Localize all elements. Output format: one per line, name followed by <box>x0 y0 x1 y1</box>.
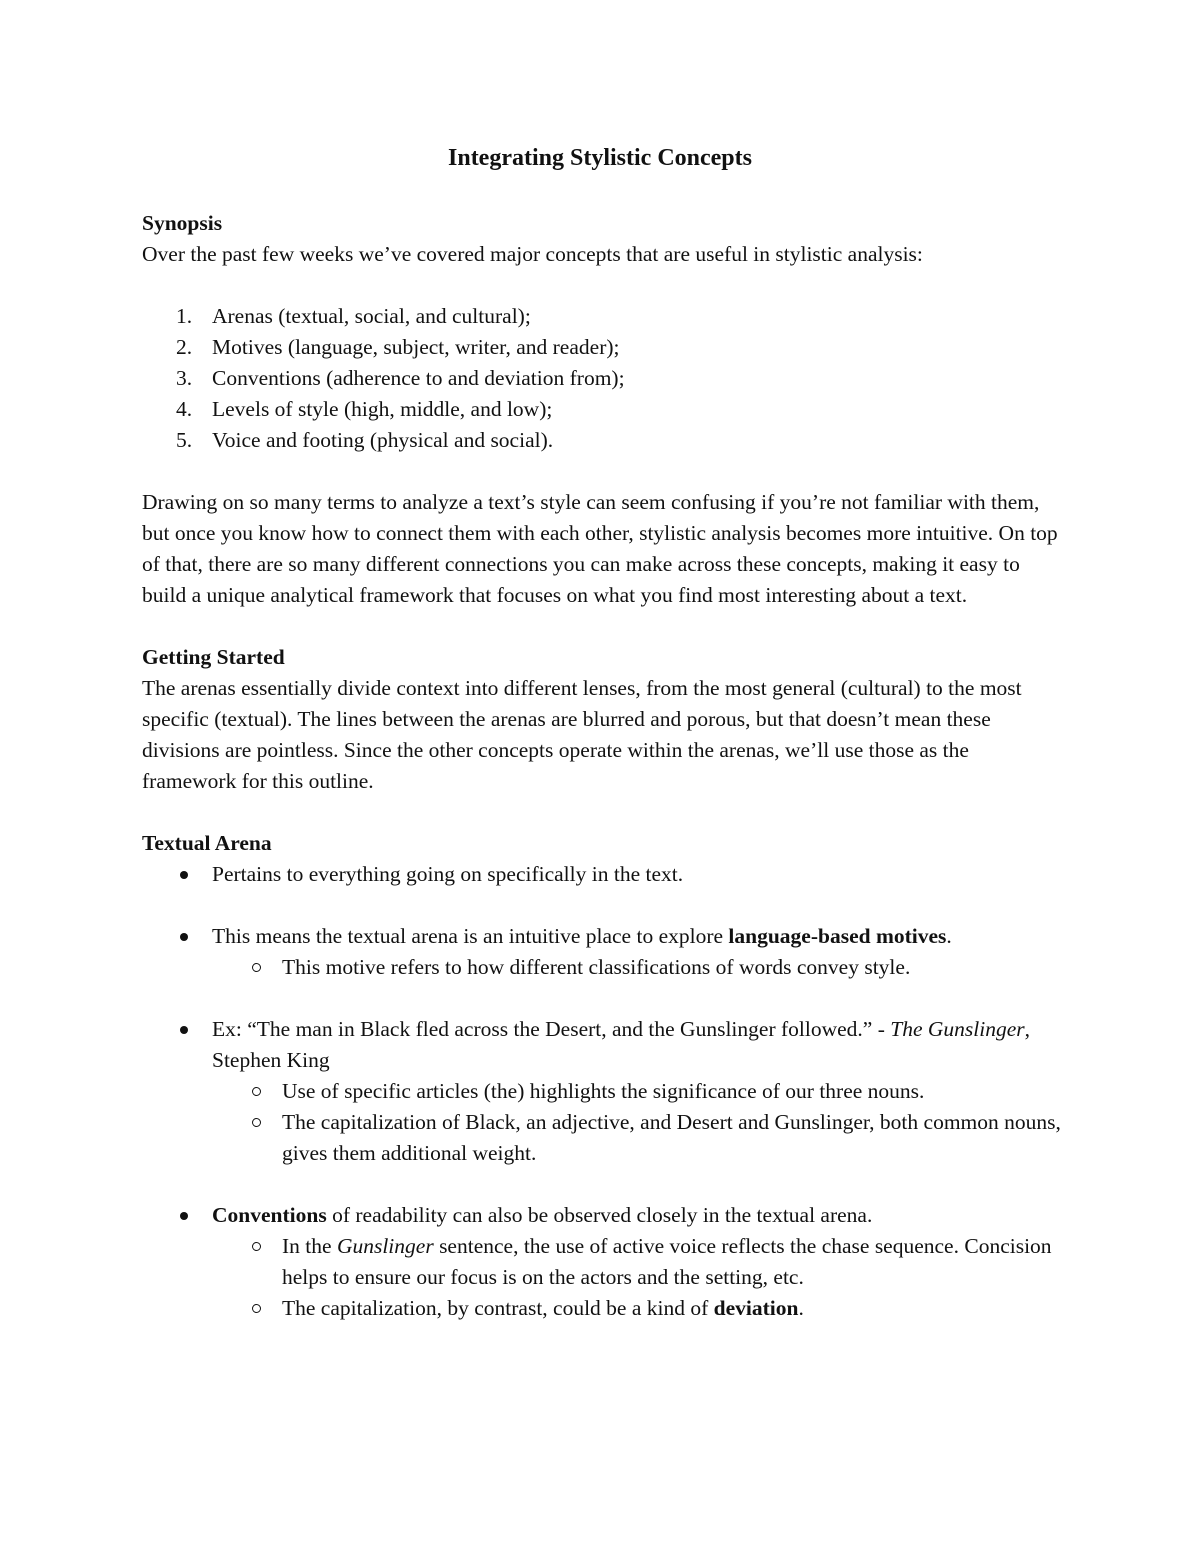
sub-bullet-item: This motive refers to how different classifications of words convey style. <box>142 952 1062 983</box>
hollow-bullet-icon <box>252 963 261 972</box>
list-item: 5. Voice and footing (physical and social). <box>176 428 554 452</box>
synopsis-intro: Over the past few weeks we’ve covered major concepts that are useful in stylistic analysis: <box>142 242 923 266</box>
sub-bullet-item: The capitalization, by contrast, could be a kind of deviation. <box>142 1293 1062 1324</box>
page-title: Integrating Stylistic Concepts <box>448 145 752 171</box>
textual-arena-list <box>142 859 1062 890</box>
list-item: 4. Levels of style (high, middle, and low); <box>176 397 553 421</box>
sub-list <box>142 1076 1062 1169</box>
textual-arena-heading: Textual Arena <box>142 831 272 855</box>
synopsis-paragraph: Drawing on so many terms to analyze a text’s style can seem confusing if you’re not familiar with them, but once you know how to connect them with each other, stylistic analysis becomes more intuitive. On top of that, there are so many different connections you can make across these concepts, making it easy to build a unique analytical framework that focuses on what you find most interesting about a text. <box>142 490 1058 607</box>
textual-arena-list-3 <box>142 1014 1062 1076</box>
sub-bullet-item: Use of specific articles (the) highlights the significance of our three nouns. <box>142 1076 1062 1107</box>
sub-bullet-item: In the Gunslinger sentence, the use of active voice reflects the chase sequence. Concision helps to ensure our focus is on the actors and the setting, etc. <box>142 1231 1062 1293</box>
bullet-icon <box>180 1026 188 1034</box>
bullet-item: Conventions of readability can also be observed closely in the textual arena. <box>142 1200 1062 1231</box>
bullet-item: This means the textual arena is an intuitive place to explore language-based motives. <box>142 921 1062 952</box>
bullet-icon <box>180 933 188 941</box>
synopsis-heading: Synopsis <box>142 211 223 235</box>
list-item: 1. Arenas (textual, social, and cultural); <box>176 304 531 328</box>
list-item: 3. Conventions (adherence to and deviation from); <box>176 366 625 390</box>
bullet-item: Pertains to everything going on specifically in the text. <box>142 859 1062 890</box>
sub-list <box>142 1231 1062 1324</box>
bullet-item: Ex: “The man in Black fled across the Desert, and the Gunslinger followed.” - The Gunslinger, Stephen King <box>142 1014 1062 1076</box>
concepts-list <box>142 301 1062 456</box>
list-item: 2. Motives (language, subject, writer, and reader); <box>176 335 620 359</box>
hollow-bullet-icon <box>252 1118 261 1127</box>
getting-started-heading: Getting Started <box>142 645 285 669</box>
bullet-icon <box>180 1212 188 1220</box>
hollow-bullet-icon <box>252 1242 261 1251</box>
sub-list <box>142 952 1062 983</box>
textual-arena-list-4 <box>142 1200 1062 1231</box>
sub-bullet-item: The capitalization of Black, an adjective, and Desert and Gunslinger, both common nouns, gives them additional weight. <box>142 1107 1062 1169</box>
hollow-bullet-icon <box>252 1087 261 1096</box>
hollow-bullet-icon <box>252 1304 261 1313</box>
textual-arena-list-2 <box>142 921 1062 952</box>
document-page <box>142 140 1062 1324</box>
getting-started-paragraph: The arenas essentially divide context into different lenses, from the most general (cultural) to the most specific (textual). The lines between the arenas are blurred and porous, but that doesn’t mean these divisions are pointless. Since the other concepts operate within the arenas, we’ll use those as the framework for this outline. <box>142 676 1022 793</box>
bullet-icon <box>180 871 188 879</box>
